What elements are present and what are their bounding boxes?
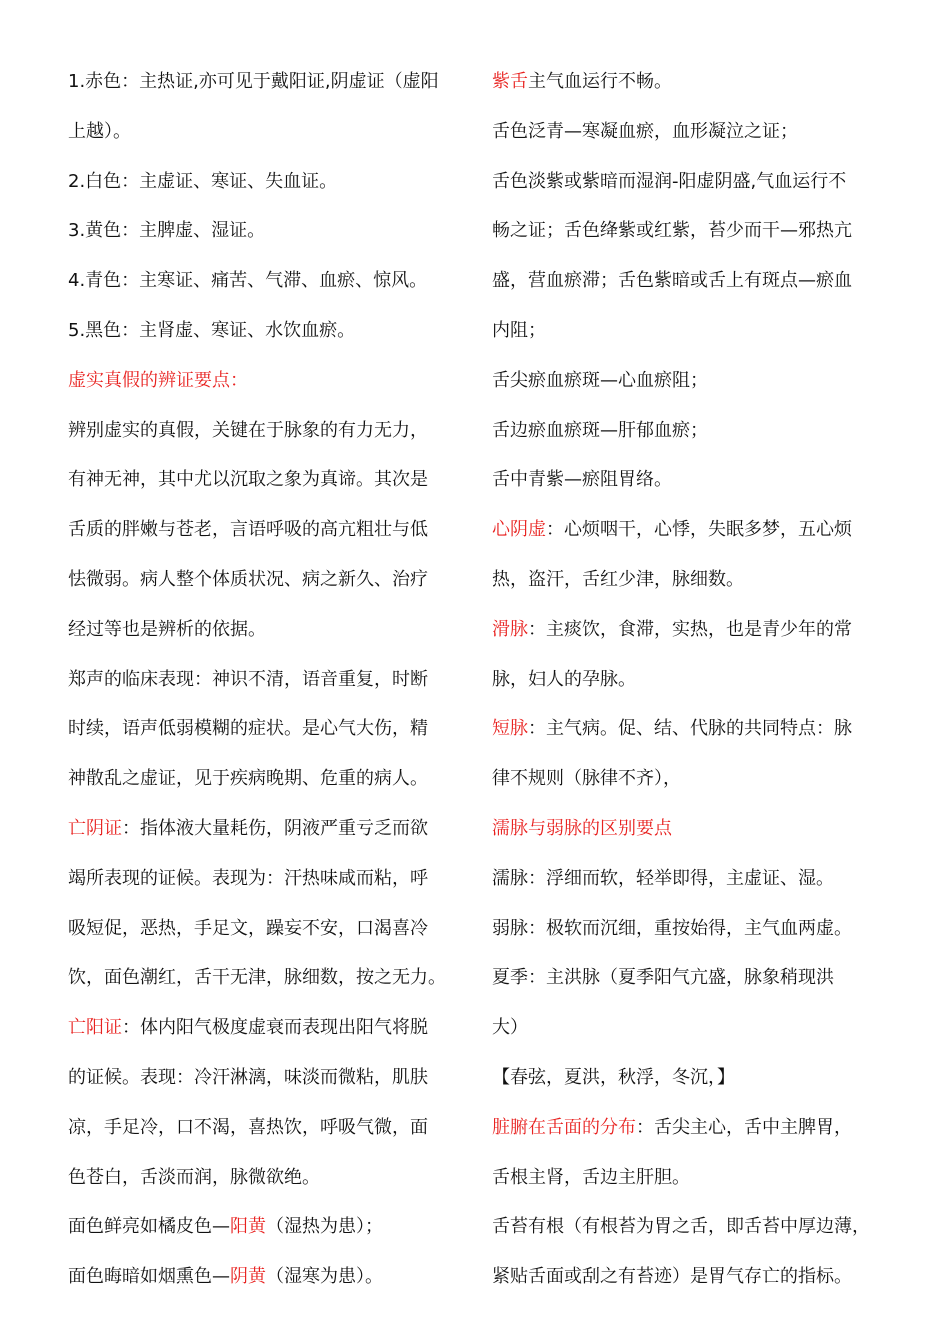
line-text: 的证候。表现：冷汗淋漓，味淡而微粘，肌肤 (68, 1066, 428, 1088)
line-text: 律不规则（脉律不齐）， (492, 768, 681, 790)
text-line (68, 157, 468, 207)
line-text: 吸短促，恶热，手足文，躁妄不安，口渴喜冷 (68, 917, 428, 939)
text-line (68, 256, 468, 306)
line-text: （湿寒为患）。 (266, 1266, 383, 1288)
line-text: 3.黄色：主脾虚、湿证。 (68, 220, 266, 242)
text-line (492, 306, 892, 356)
highlighted-term: 滑脉 (492, 618, 528, 640)
line-text: 怯微弱。病人整个体质状况、病之新久、治疗 (68, 568, 428, 590)
text-line (492, 1003, 892, 1053)
line-text: 畅之证；舌色绛紫或红紫，苔少而干—邪热亢 (492, 220, 852, 242)
line-text: 【春弦，夏洪，秋浮，冬沉，】 (492, 1066, 735, 1088)
line-text: 脉，妇人的孕脉。 (492, 668, 636, 690)
text-line (68, 655, 468, 705)
text-line (68, 804, 468, 854)
text-line (492, 107, 892, 157)
line-text: 热，盗汗，舌红少津，脉细数。 (492, 568, 744, 590)
text-line (492, 904, 892, 954)
highlighted-term: 濡脉与弱脉的区别要点 (492, 817, 672, 839)
line-text: ：心烦咽干，心悸，失眠多梦，五心烦 (546, 519, 852, 541)
line-text: 时续，语声低弱模糊的症状。是心气大伤，精 (68, 718, 428, 740)
text-line (492, 1252, 892, 1302)
highlighted-term: 阴黄 (230, 1266, 266, 1288)
line-text: 有神无神，其中尤以沉取之象为真谛。其次是 (68, 469, 428, 491)
line-text: ：舌尖主心，舌中主脾胃， (636, 1116, 852, 1138)
text-line (68, 406, 468, 456)
line-text: 夏季：主洪脉（夏季阳气亢盛，脉象稍现洪 (492, 967, 834, 989)
left-column (68, 57, 468, 1302)
text-line (492, 57, 892, 107)
line-text: 2.白色：主虚证、寒证、失血证。 (68, 170, 338, 192)
line-text: 舌苔有根（有根苔为胃之舌，即舌苔中厚边薄， (492, 1216, 870, 1238)
line-text: 色苍白，舌淡而润，脉微欲绝。 (68, 1166, 320, 1188)
highlighted-term: 心阴虚 (492, 519, 546, 541)
text-line (68, 1202, 468, 1252)
text-line (68, 555, 468, 605)
line-text: 凉，手足冷，口不渴，喜热饮，呼吸气微，面 (68, 1116, 428, 1138)
line-text: 舌质的胖嫩与苍老，言语呼吸的高亢粗壮与低 (68, 519, 428, 541)
highlighted-term: 脏腑在舌面的分布 (492, 1116, 636, 1138)
text-line (492, 555, 892, 605)
text-line (68, 904, 468, 954)
line-text: ：体内阳气极度虚衰而表现出阳气将脱 (122, 1017, 428, 1039)
text-line (492, 854, 892, 904)
text-line (492, 1053, 892, 1103)
line-text: 紧贴舌面或刮之有苔迹）是胃气存亡的指标。 (492, 1266, 852, 1288)
line-text: 辨别虚实的真假，关键在于脉象的有力无力， (68, 419, 428, 441)
highlighted-term: 亡阳证 (68, 1017, 122, 1039)
text-line (68, 953, 468, 1003)
highlighted-term: 紫舌 (492, 71, 528, 92)
text-line (492, 206, 892, 256)
line-text: 上越）。 (68, 120, 131, 142)
text-line (492, 754, 892, 804)
text-line (68, 306, 468, 356)
text-line (68, 107, 468, 157)
text-line (68, 704, 468, 754)
line-text: 盛，营血瘀滞；舌色紫暗或舌上有斑点—瘀血 (492, 270, 852, 292)
line-text: ：指体液大量耗伤，阴液严重亏乏而欲 (122, 817, 428, 839)
line-text: 面色晦暗如烟熏色— (68, 1266, 230, 1288)
text-line (68, 605, 468, 655)
text-line (68, 1153, 468, 1203)
line-text: 经过等也是辨析的依据。 (68, 618, 266, 640)
highlighted-term: 阳黄 (230, 1216, 266, 1238)
line-text: ：主痰饮，食滞，实热，也是青少年的常 (528, 618, 852, 640)
text-line (492, 1153, 892, 1203)
text-line (492, 1202, 892, 1252)
line-text: 濡脉：浮细而软，轻举即得，主虚证、湿。 (492, 867, 834, 889)
text-line (492, 505, 892, 555)
line-text: 舌根主肾，舌边主肝胆。 (492, 1166, 690, 1188)
text-line (68, 854, 468, 904)
text-line (68, 1252, 468, 1302)
text-line (492, 1103, 892, 1153)
line-text: 5.黑色：主肾虚、寒证、水饮血瘀。 (68, 319, 356, 341)
line-text: 舌边瘀血瘀斑—肝郁血瘀； (492, 419, 708, 441)
line-text: 郑声的临床表现：神识不清，语音重复，时断 (68, 668, 428, 690)
text-line (492, 605, 892, 655)
text-line (492, 406, 892, 456)
text-line (492, 655, 892, 705)
line-text: 1.赤色：主热证,亦可见于戴阳证,阴虚证（虚阳 (68, 71, 439, 92)
line-text: ：主气病。促、结、代脉的共同特点：脉 (528, 718, 852, 740)
line-text: 舌色淡紫或紫暗而湿润-阳虚阴盛,气血运行不 (492, 170, 847, 192)
text-line (68, 1053, 468, 1103)
right-column (492, 57, 892, 1302)
highlighted-term: 虚实真假的辨证要点： (68, 369, 248, 391)
line-text: 大） (492, 1017, 528, 1039)
text-line (68, 206, 468, 256)
text-line (492, 455, 892, 505)
text-line (492, 704, 892, 754)
line-text: 舌尖瘀血瘀斑—心血瘀阻； (492, 369, 708, 391)
line-text: 舌色泛青—寒凝血瘀，血形凝泣之证； (492, 120, 798, 142)
text-line (492, 804, 892, 854)
highlighted-term: 短脉 (492, 718, 528, 740)
line-text: 饮，面色潮红，舌干无津，脉细数，按之无力。 (68, 967, 446, 989)
text-line (68, 505, 468, 555)
text-line (68, 57, 468, 107)
text-line (68, 754, 468, 804)
highlighted-term: 亡阴证 (68, 817, 122, 839)
line-text: 竭所表现的证候。表现为：汗热味咸而粘，呼 (68, 867, 428, 889)
text-line (68, 1103, 468, 1153)
text-line (492, 356, 892, 406)
line-text: 神散乱之虚证，见于疾病晚期、危重的病人。 (68, 768, 428, 790)
text-line (492, 953, 892, 1003)
line-text: 4.青色：主寒证、痛苦、气滞、血瘀、惊风。 (68, 270, 428, 292)
line-text: 舌中青紫—瘀阻胃络。 (492, 469, 672, 491)
text-line (492, 157, 892, 207)
text-line (68, 455, 468, 505)
text-line (68, 1003, 468, 1053)
text-line (68, 356, 468, 406)
line-text: （湿热为患）； (266, 1216, 383, 1238)
line-text: 内阻； (492, 319, 546, 341)
line-text: 弱脉：极软而沉细，重按始得，主气血两虚。 (492, 917, 852, 939)
line-text: 面色鲜亮如橘皮色— (68, 1216, 230, 1238)
line-text: 主气血运行不畅。 (528, 71, 672, 92)
text-line (492, 256, 892, 306)
